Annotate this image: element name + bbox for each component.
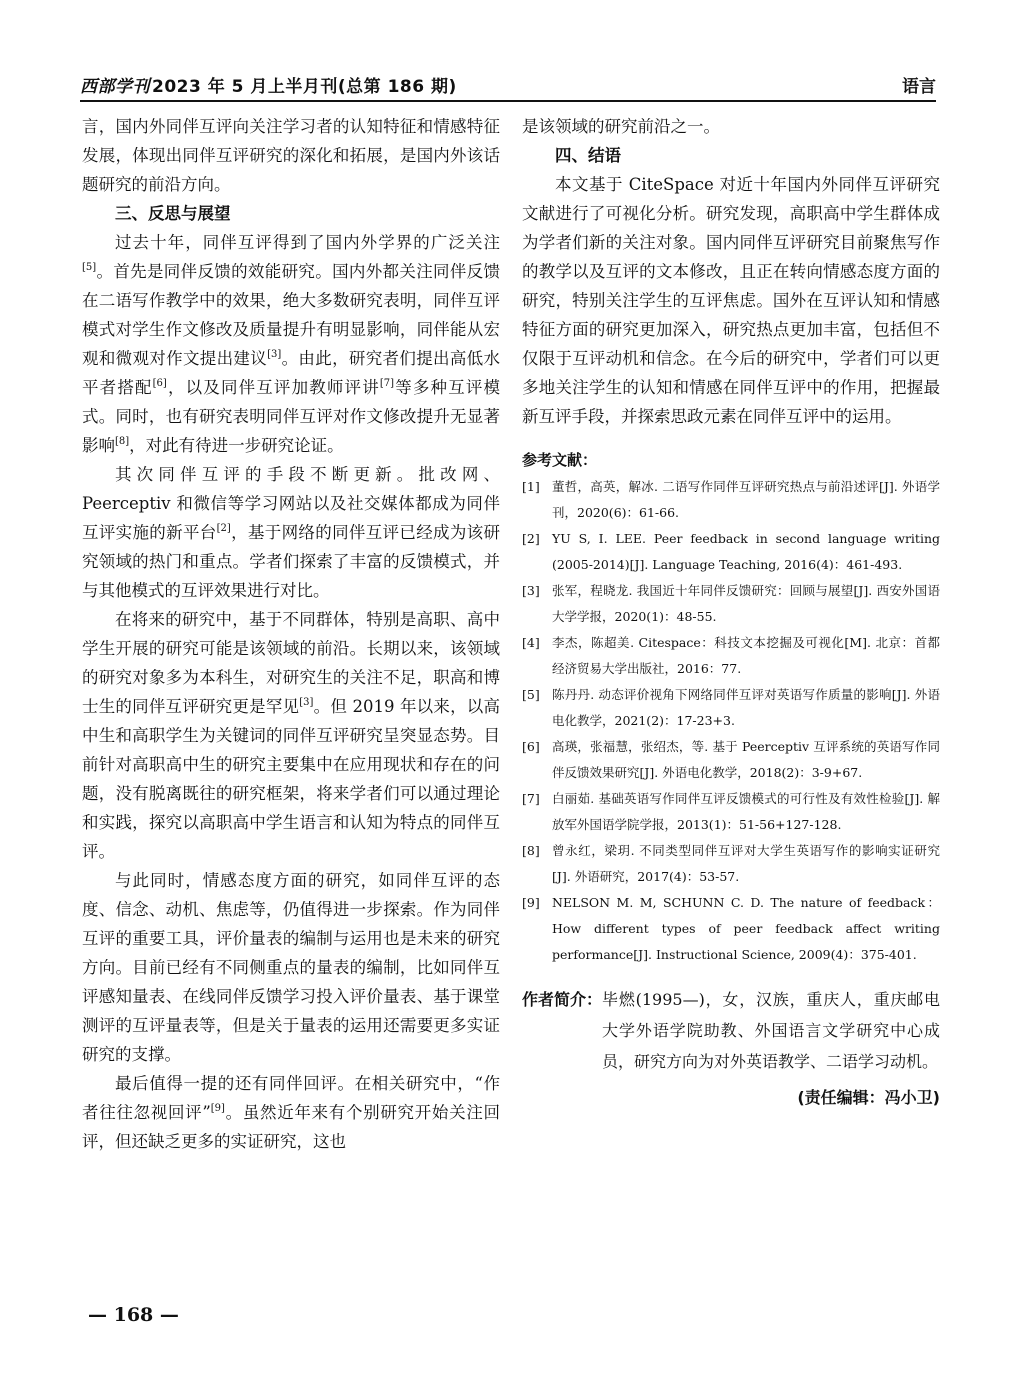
page-header xyxy=(80,70,936,100)
section-heading-conclusion: 四、结语 xyxy=(555,146,621,165)
paragraph-affective: 与此同时，情感态度方面的研究，如同伴互评的态度、信念、动机、焦虑等，仍值得进一步探索。作为同伴互评的重要工具，评价量表的编制与运用也是未来的研究方向。目前已经有不同侧重点的量表的编制，比如同伴互评感知量表、在线同伴反馈学习投入评价量表、基于课堂测评的互评量表等，但是关于量表的运用还需要更多实证研究的支撑。 xyxy=(82,871,500,1064)
reference-item: [2] YU S, I. LEE. Peer feedback in second language writing (2005-2014)[J]. Language Teaching, 2016(4)：461-493. xyxy=(522,531,940,572)
issue-info: 2023 年 5 月上半月刊(总第 186 期) xyxy=(152,77,457,97)
references-title: 参考文献： xyxy=(522,451,598,469)
reference-item: [6] 高瑛，张福慧，张绍杰，等. 基于 Peerceptiv 互评系统的英语写作同伴反馈效果研究[J]. 外语电化教学，2018(2)：3-9+67. xyxy=(522,739,940,780)
paragraph-conclusion: 本文基于 CiteSpace 对近十年国内外同伴互评研究文献进行了可视化分析。研究发现，高职高中学生群体成为学者们新的关注对象。国内同伴互评研究目前聚焦写作的教学以及互评的文本修改，且正在转向情感态度方面的研究，特别关注学生的互评焦虑。国外在互评认知和情感特征方面的研究更加深入，研究热点更加丰富，包括但不仅限于互评动机和信念。在今后的研究中，学者们可以更多地关注学生的认知和情感在同伴互评中的作用，把握最新互评手段，并探索思政元素在同伴互评中的运用。 xyxy=(522,175,940,426)
citation[interactable]: [6] xyxy=(152,378,167,389)
right-column xyxy=(522,112,940,1108)
author-info: 毕燃(1995—)，女，汉族，重庆人，重庆邮电大学外语学院助教、外国语言文学研究中心成员，研究方向为对外英语教学、二语学习动机。 xyxy=(602,990,940,1071)
citation[interactable]: [2] xyxy=(216,523,231,534)
responsible-editor: (责任编辑：冯小卫) xyxy=(797,1088,940,1107)
reference-item: [1] 董哲，高英，解冰. 二语写作同伴互评研究热点与前沿述评[J]. 外语学刊，2020(6)：61-66. xyxy=(522,479,940,520)
reference-item: [4] 李杰，陈超美. Citespace：科技文本挖掘及可视化[M]. 北京：首都经济贸易大学出版社，2016：77. xyxy=(522,635,940,676)
author-bio xyxy=(522,984,940,1077)
journal-masthead xyxy=(80,72,457,97)
citation[interactable]: [9] xyxy=(210,1103,225,1114)
left-column xyxy=(82,112,500,1156)
references-list xyxy=(522,474,940,968)
journal-logo: 西部学刊 xyxy=(80,77,150,97)
paragraph-future: 在将来的研究中，基于不同群体，特别是高职、高中学生开展的研究可能是该领域的前沿。长期以来，该领域的研究对象多为本科生，对研究生的关注不足，职高和博士生的同伴互评研究更是罕见[3]。但 2019 年以来，以高中生和高职学生为关键词的同伴互评研究呈突显态势。目前针对高职高中生的研究主要集中在应用现状和存在的问题，没有脱离既往的研究框架，将来学者们可以通过理论和实践，探究以高职高中学生语言和认知为特点的同伴互评。 xyxy=(82,610,501,861)
citation[interactable]: [5] xyxy=(82,262,97,273)
section-tag: 语言 xyxy=(902,77,936,97)
reference-item: [5] 陈丹丹. 动态评价视角下网络同伴互评对英语写作质量的影响[J]. 外语电化教学，2021(2)：17-23+3. xyxy=(522,687,940,728)
paragraph-methods: 其次同伴互评的手段不断更新。批改网、Peerceptiv 和微信等学习网站以及社交媒体都成为同伴互评实施的新平台[2]，基于网络的同伴互评已经成为该研究领域的热门和重点。学者们探索了丰富的反馈模式，并与其他模式的互评效果进行对比。 xyxy=(82,465,500,600)
page-number: — 168 — xyxy=(88,1304,179,1326)
section-heading-reflection: 三、反思与展望 xyxy=(115,204,231,223)
paragraph-continued: 是该领域的研究前沿之一。 xyxy=(522,117,720,136)
citation[interactable]: [3] xyxy=(299,697,314,708)
paragraph-efficacy: 过去十年，同伴互评得到了国内外学界的广泛关注[5]。首先是同伴反馈的效能研究。国内外都关注同伴反馈在二语写作教学中的效果，绝大多数研究表明，同伴互评模式对学生作文修改及质量提升有明显影响，同伴能从宏观和微观对作文提出建议[3]。由此，研究者们提出高低水平者搭配[6]，以及同伴互评加教师评讲[7]等多种互评模式。同时，也有研究表明同伴互评对作文修改提升无显著影响[8]，对此有待进一步研究论证。 xyxy=(82,233,501,455)
author-label: 作者简介： xyxy=(522,990,603,1009)
paragraph-continued: 言，国内外同伴互评向关注学习者的认知特征和情感特征发展，体现出同伴互评研究的深化和拓展，是国内外该话题研究的前沿方向。 xyxy=(82,117,500,194)
reference-item: [8] 曾永红，梁玥. 不同类型同伴互评对大学生英语写作的影响实证研究[J]. 外语研究，2017(4)：53-57. xyxy=(522,843,940,884)
citation[interactable]: [8] xyxy=(115,436,130,447)
paragraph-backevaluation: 最后值得一提的还有同伴回评。在相关研究中，“作者往往忽视回评”[9]。虽然近年来有个别研究开始关注回评，但还缺乏更多的实证研究，这也 xyxy=(82,1074,501,1151)
reference-item: [9] NELSON M. M, SCHUNN C. D. The nature of feedback：How different types of peer feedback affect writing performance[J]. Instructional Science, 2009(4)：375-401. xyxy=(522,895,940,962)
citation[interactable]: [3] xyxy=(267,349,282,360)
header-rule xyxy=(80,100,936,102)
reference-item: [3] 张军，程晓龙. 我国近十年同伴反馈研究：回顾与展望[J]. 西安外国语大学学报，2020(1)：48-55. xyxy=(522,583,940,624)
reference-item: [7] 白丽茹. 基础英语写作同伴互评反馈模式的可行性及有效性检验[J]. 解放军外国语学院学报，2013(1)：51-56+127-128. xyxy=(522,791,940,832)
citation[interactable]: [7] xyxy=(379,378,395,389)
